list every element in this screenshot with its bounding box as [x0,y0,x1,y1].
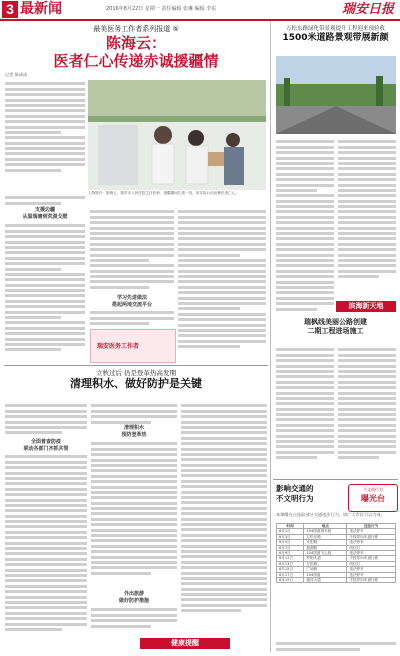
traffic-cell: 违法停车 [347,572,396,577]
exposure-stamp [348,484,398,512]
middle-text-b [91,402,177,424]
traffic-title-line1: 影响交通的 [276,484,314,493]
masthead [0,0,400,19]
traffic-cell: 104国道飞云段 [304,551,347,556]
subhead-left [5,206,85,220]
traffic-cell: 8月15日 [277,567,304,572]
traffic-row [277,578,396,583]
traffic-cell: 安阳路 [304,540,347,545]
traffic-cell: 不按导向车道行驶 [347,578,396,583]
right-top-text-a [276,138,334,328]
traffic-cell: 闯红灯 [347,545,396,550]
stamp-main: 曝光台 [361,494,385,503]
newspaper-logo: 瑞安日报 [341,2,394,17]
middle-sub3: 外出旅游 [123,591,144,597]
right-top-headline [273,24,398,56]
middle-sub2: 清理积水 [123,425,144,431]
traffic-cell: 不按导向车道行驶 [347,556,396,561]
right-mid-headline [273,318,398,346]
traffic-table [276,523,396,583]
lead-advert-box [90,329,176,363]
traffic-cell: 万松东路 [304,534,347,539]
middle-text-left [5,453,87,651]
stamp-top: 不文明行为 [363,487,383,492]
traffic-cell: 8月5日 [277,540,304,545]
middle-text-e [181,402,267,632]
traffic-col-header: 地点 [304,524,347,529]
traffic-cell: 瑞祥大道 [304,578,347,583]
right-mid-text-a [276,346,334,476]
traffic-cell: 违法停车 [347,551,396,556]
middle-headline [5,368,267,398]
middle-sub2b: 预防登革热 [121,432,147,438]
traffic-cell: 不按导向车道行驶 [347,534,396,539]
middle-sub1: 全面普查防疫 [30,439,61,445]
lead-title-line2: 医者仁心传递赤诚援疆情 [53,52,219,70]
binhai-banner: 滨海新天地 [336,301,396,312]
advert-text: 瑞安医务工作者 [97,343,140,350]
subhead-mid-line2: 搭起两地交流平台 [111,302,152,308]
lead-kicker: 最美医务工作者系列报道 ⑤ [93,25,179,33]
traffic-cell: 8月1日 [277,529,304,534]
header-rule [0,19,400,21]
traffic-cell: 8月19日 [277,578,304,583]
middle-sub3b: 做好防护措施 [118,598,149,604]
middle-text-d [91,606,177,634]
traffic-cell: 违法停车 [347,540,396,545]
column-divider [270,22,271,652]
right-mid-text-b [338,346,396,476]
middle-text-c [91,440,177,590]
middle-text-a [5,402,87,438]
subhead-mid-line1: 学习先进做法 [116,295,147,301]
traffic-cell: 闯红灯 [347,561,396,566]
lead-body-right [178,208,266,360]
traffic-title-line2: 不文明行为 [276,494,314,503]
traffic-cell: 8月7日 [277,545,304,550]
traffic-cell: 万松路 [304,561,347,566]
lead-headline-block [5,24,267,70]
section-title: 最新闻 [20,1,62,17]
traffic-cell: 广场路 [304,567,347,572]
middle-kicker: 立秋过后 仍是登革热高发期 [95,369,177,377]
story-divider [4,365,268,366]
traffic-col-header: 时间 [277,524,304,529]
traffic-cell: 8月11日 [277,556,304,561]
traffic-cell: 罗阳大道 [304,556,347,561]
traffic-intro: 本期曝光台选取部分交通违法行为，请广大市民引以为戒。 [276,512,385,517]
middle-subhead-1 [5,438,87,452]
lead-photo [88,80,266,190]
lead-body-a [5,194,85,205]
right-top-kicker: 万松东路绿化带景观提升工程迎来预验收 [285,26,385,32]
traffic-cell: 8月3日 [277,534,304,539]
lead-photo-caption: 人物简介：陈海云，瑞安市人民医院主任医师，援疆期间扎根一线，用实际行动诠释医者仁心。 [88,191,239,195]
traffic-cell: 104国道瑞安段 [304,529,347,534]
right-top-photo [276,56,396,134]
subhead-mid [90,294,174,308]
bottom-right-divider [273,479,398,480]
issue-meta: 2016年8月22日 星期一 责任编辑 张琳 编辑 李东 [106,6,217,12]
middle-sub1b: 联动各部门齐抓共管 [23,446,69,452]
traffic-cell: 违法停车 [347,529,396,534]
traffic-col-header: 违法行为 [347,524,396,529]
lead-byline: 记者 陈成成 [5,72,28,77]
right-top-text-b [338,138,396,298]
traffic-cell: 8月13日 [277,561,304,566]
traffic-cell: 8月17日 [277,572,304,577]
subhead-left-line1: 支援边疆 [34,207,55,213]
lead-body-left [5,222,85,360]
page-number: 3 [2,1,18,18]
lead-body-mid [90,208,174,294]
middle-title: 清理积水、做好防护是关键 [70,377,202,390]
subhead-left-line2: 从温瑞塘到荒漠戈壁 [22,214,68,220]
health-banner: 健康提醒 [140,638,230,649]
right-top-title: 1500米道路景观带展新颜 [282,33,389,43]
middle-subhead-2 [91,424,177,438]
middle-subhead-3 [91,590,177,604]
traffic-headline [276,484,346,510]
right-mid-title-line2: 二期工程进场施工 [307,327,364,335]
right-mid-title-line1: 瑞枫线美丽公路创建 [304,318,367,326]
lead-body-mid2 [90,309,174,327]
traffic-cell: 瑞湖路 [304,545,347,550]
lead-title-line1: 陈海云： [105,34,166,52]
traffic-footer-text [276,640,396,652]
lead-intro-text [5,80,85,190]
traffic-cell: 违法停车 [347,567,396,572]
traffic-cell: 8月9日 [277,551,304,556]
traffic-table-wrap [276,523,396,643]
traffic-cell: 104国道 [304,572,347,577]
